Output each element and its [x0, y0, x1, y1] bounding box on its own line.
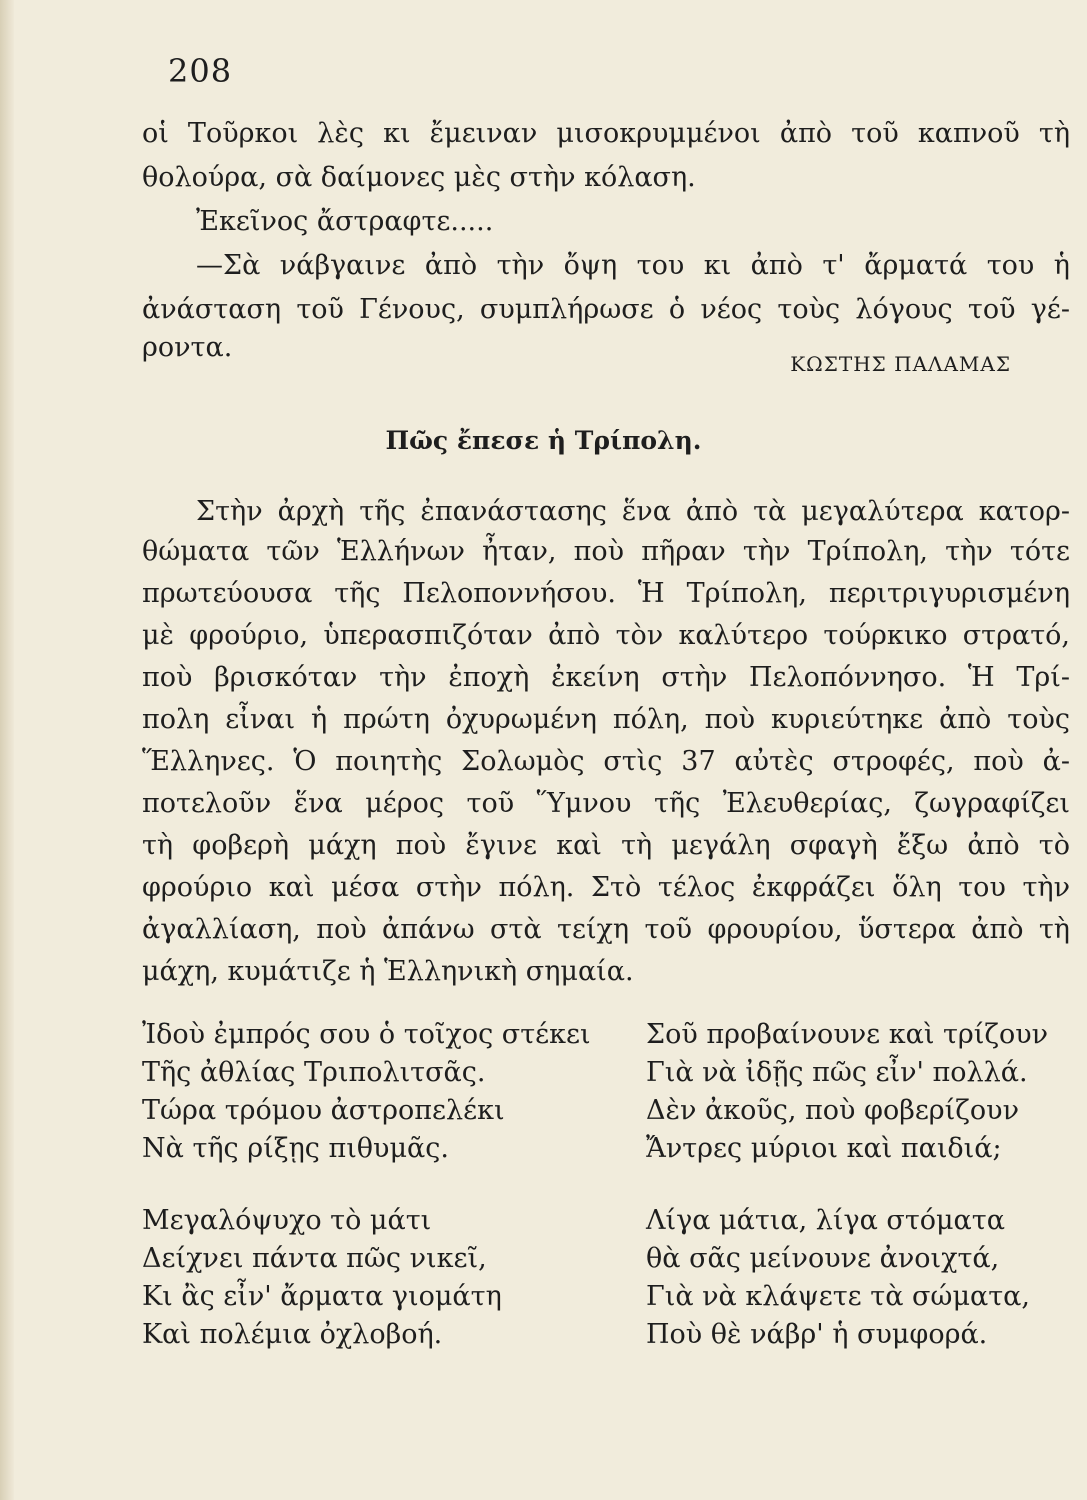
verse-line: Τώρα τρόμου ἀστροπελέκι: [142, 1095, 505, 1126]
verse-line: Λίγα μάτια, λίγα στόματα: [646, 1205, 1005, 1236]
quote-line: θολούρα, σὰ δαίμονες μὲς στὴν κόλαση.: [142, 162, 696, 193]
body-line: πολη εἶναι ἡ πρώτη ὀχυρωμένη πόλη, ποὺ κυριεύτηκε ἀπὸ τοὺς: [142, 704, 1070, 735]
poem-stanza-2: [646, 1016, 1048, 1168]
verse-line: Μεγαλόψυχο τὸ μάτι: [142, 1205, 432, 1236]
verse-line: Γιὰ νὰ κλάψετε τὰ σώματα,: [646, 1281, 1030, 1312]
body-line: Στὴν ἀρχὴ τῆς ἐπανάστασης ἕνα ἀπὸ τὰ μεγαλύτερα κατορ-: [196, 496, 1070, 527]
verse-line: Καὶ πολέμια ὀχλοβοή.: [142, 1319, 443, 1350]
body-line: θώματα τῶν Ἑλλήνων ἦταν, ποὺ πῆραν τὴν Τρίπολη, τὴν τότε: [142, 536, 1070, 567]
body-line: μάχη, κυμάτιζε ἡ Ἑλληνικὴ σημαία.: [142, 956, 634, 987]
verse-line: Τῆς ἀθλίας Τριπολιτσᾶς.: [142, 1057, 486, 1088]
body-line: ποτελοῦν ἕνα μέρος τοῦ Ὕμνου τῆς Ἐλευθερίας, ζωγραφίζει: [142, 788, 1070, 819]
verse-line: Ποὺ θὲ νάβρ' ἡ συμφορά.: [646, 1319, 988, 1350]
verse-line: Σοῦ προβαίνουνε καὶ τρίζουν: [646, 1019, 1049, 1050]
body-line: Ἕλληνες. Ὁ ποιητὴς Σολωμὸς στὶς 37 αὐτὲς στροφές, ποὺ ἀ-: [142, 746, 1070, 777]
body-line: μὲ φρούριο, ὑπερασπιζόταν ἀπὸ τὸν καλύτερο τούρκικο στρατό,: [142, 620, 1070, 651]
poem-stanza-3: [142, 1202, 502, 1354]
author-signature: ΚΩΣΤΗΣ ΠΑΛΑΜΑΣ: [790, 352, 1011, 376]
verse-line: Γιὰ νὰ ἰδῇς πῶς εἶν' πολλά.: [646, 1057, 1028, 1088]
body-line: ἀγαλλίαση, ποὺ ἀπάνω στὰ τείχη τοῦ φρουρίου, ὕστερα ἀπὸ τὴ: [142, 914, 1070, 945]
page-spine-shadow: [0, 0, 14, 1500]
body-line: φρούριο καὶ μέσα στὴν πόλη. Στὸ τέλος ἐκφράζει ὅλη του τὴν: [142, 872, 1070, 903]
poem-stanza-4: [646, 1202, 1030, 1354]
verse-line: Ἰδοὺ ἐμπρός σου ὁ τοῖχος στέκει: [142, 1019, 591, 1050]
quote-line: οἱ Τοῦρκοι λὲς κι ἔμειναν μισοκρυμμένοι ἀπὸ τοῦ καπνοῦ τὴ: [142, 118, 1070, 149]
body-line: ποὺ βρισκόταν τὴν ἐποχὴ ἐκείνη στὴν Πελοπόννησο. Ἡ Τρί-: [142, 662, 1070, 693]
body-line: πρωτεύουσα τῆς Πελοποννήσου. Ἡ Τρίπολη, περιτριγυρισμένη: [142, 578, 1070, 609]
poem-stanza-1: [142, 1016, 591, 1168]
quote-line: —Σὰ νάβγαινε ἀπὸ τὴν ὄψη του κι ἀπὸ τ' ἄρματά του ἡ: [196, 250, 1070, 281]
verse-line: Ἄντρες μύριοι καὶ παιδιά;: [646, 1133, 1002, 1164]
verse-line: Κι ἂς εἶν' ἄρματα γιομάτη: [142, 1281, 502, 1312]
page-number: 208: [168, 52, 233, 90]
body-line: τὴ φοβερὴ μάχη ποὺ ἔγινε καὶ τὴ μεγάλη σφαγὴ ἔξω ἀπὸ τὸ: [142, 830, 1070, 861]
verse-line: Νὰ τῆς ρίξῃς πιθυμᾶς.: [142, 1133, 449, 1164]
verse-line: Δείχνει πάντα πῶς νικεῖ,: [142, 1243, 487, 1274]
verse-line: θὰ σᾶς μείνουνε ἀνοιχτά,: [646, 1243, 1000, 1274]
section-title: Πῶς ἔπεσε ἡ Τρίπολη.: [385, 426, 702, 455]
quote-line: Ἐκεῖνος ἄστραφτε.....: [196, 206, 494, 237]
quote-line: ροντα.: [142, 332, 233, 363]
verse-line: Δὲν ἀκοῦς, ποὺ φοβερίζουν: [646, 1095, 1019, 1126]
quote-line: ἀνάσταση τοῦ Γένους, συμπλήρωσε ὁ νέος τοὺς λόγους τοῦ γέ-: [142, 294, 1070, 325]
